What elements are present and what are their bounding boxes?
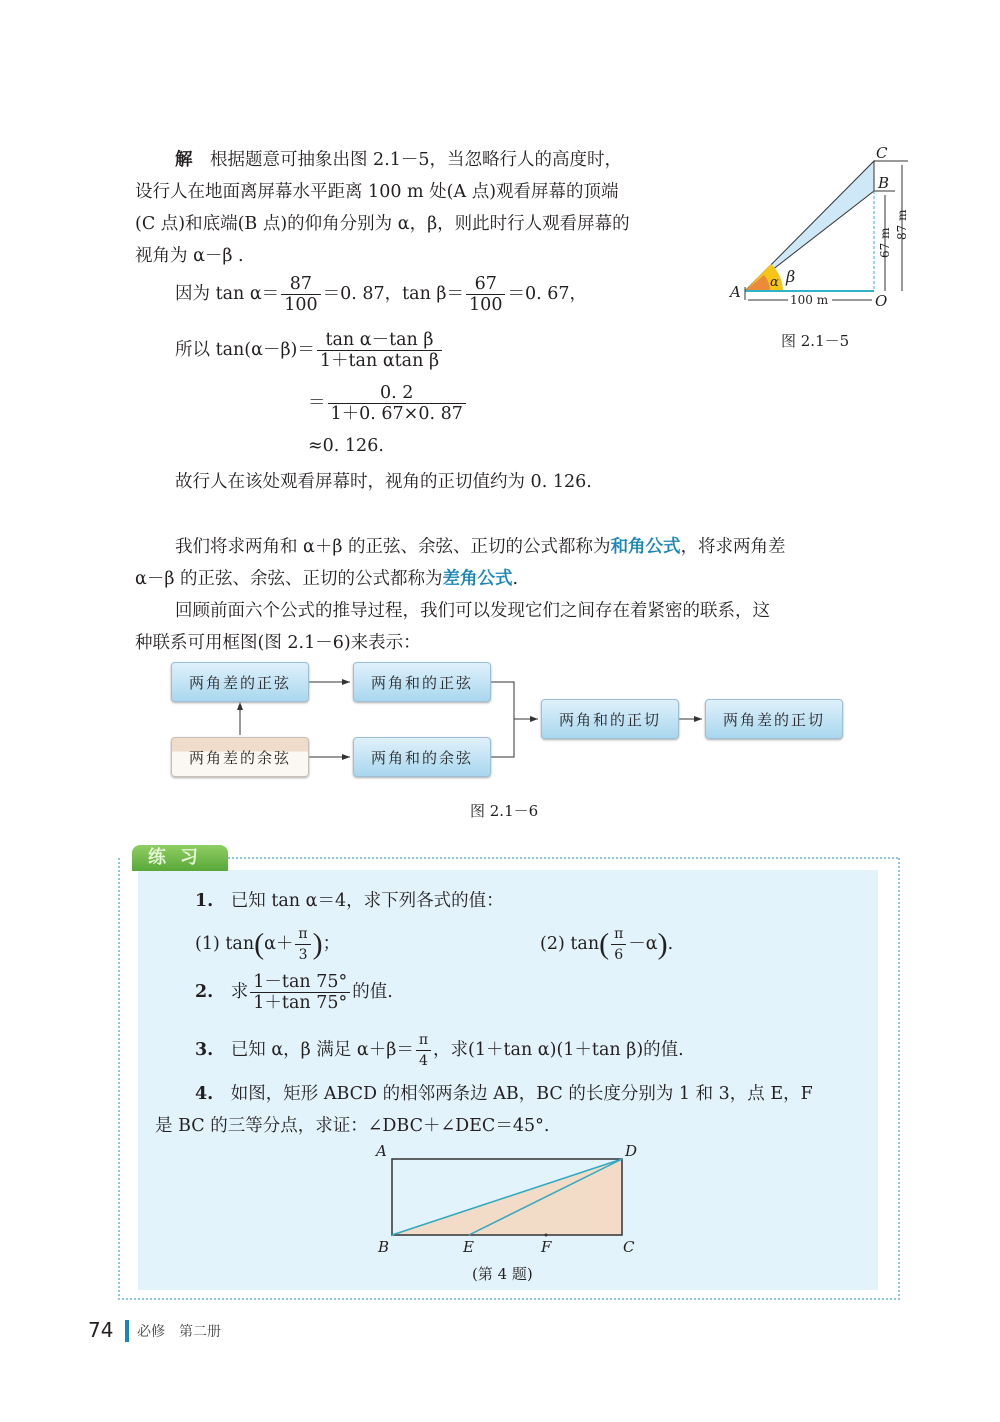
text: 求: [230, 982, 249, 1002]
label-67m: 67 m: [878, 227, 892, 258]
text: 因为 tan α＝: [175, 284, 280, 304]
text: ＝: [308, 393, 326, 413]
text: ，将求两角差: [680, 537, 786, 557]
label-A: A: [376, 1142, 387, 1160]
label-B: B: [378, 1238, 390, 1256]
label-C: C: [623, 1238, 635, 1256]
denominator: 4: [418, 1053, 428, 1069]
text: ，求(1＋tan α)(1＋tan β)的值.: [433, 1040, 684, 1060]
box-cosine-sum: 两角和的余弦: [353, 737, 491, 777]
question-number: 1.: [195, 891, 214, 911]
numerator: 1－tan 75°: [250, 972, 350, 993]
box-sine-sum: 两角和的正弦: [353, 662, 491, 702]
question-number: 2.: [195, 982, 214, 1002]
question-number: 4.: [195, 1084, 214, 1104]
numerator: π: [416, 1030, 431, 1051]
label-beta: β: [786, 267, 796, 286]
flowchart-caption: 图 2.1－6: [470, 802, 539, 820]
text: 的值.: [352, 982, 393, 1002]
label-100m: 100 m: [790, 293, 829, 307]
figure-caption: 图 2.1－5: [781, 332, 850, 350]
box-tangent-sum: 两角和的正切: [541, 699, 679, 739]
denominator: 100: [284, 295, 318, 315]
label-F: F: [541, 1238, 552, 1256]
text: 如图，矩形 ABCD 的相邻两条边 AB，BC 的长度分别为 1 和 3，点 E，F: [230, 1084, 813, 1104]
label-D: D: [625, 1142, 638, 1160]
text: ；: [322, 934, 341, 954]
footer-divider: [125, 1320, 129, 1342]
question-4-line-2: 是 BC 的三等分点，求证：∠DBC＋∠DEC＝45°.: [155, 1116, 550, 1136]
solution-line-1: [175, 146, 622, 171]
text: .: [512, 569, 519, 589]
box-sine-difference: 两角差的正弦: [171, 662, 309, 702]
paragraph-1-line-1: [175, 533, 786, 558]
question-4-line-1: [195, 1080, 813, 1105]
exercise-title: 练习: [132, 845, 228, 871]
text: α－β 的正弦、余弦、正切的公式都称为: [135, 569, 443, 589]
numerator: 87: [281, 274, 320, 295]
equation-2: [175, 330, 444, 371]
numerator: 67: [466, 274, 505, 295]
denominator: 6: [614, 947, 624, 963]
fraction: [611, 924, 626, 965]
fraction: [295, 924, 310, 965]
paragraph-2-line-1: 回顾前面六个公式的推导过程，我们可以发现它们之间存在着紧密的联系，这: [175, 601, 770, 621]
solution-line-3: (C 点)和底端(B 点)的仰角分别为 α，β，则此时行人观看屏幕的: [135, 214, 630, 234]
solution-line-4: 视角为 α－β .: [135, 246, 244, 266]
denominator: 1＋0. 67×0. 87: [330, 404, 463, 424]
text: ＝0. 87，tan β＝: [322, 284, 465, 304]
box-cosine-difference: 两角差的余弦: [171, 737, 309, 777]
fraction: [250, 972, 350, 1013]
solution-line-2: 设行人在地面离屏幕水平距离 100 m 处(A 点)观看屏幕的顶端: [135, 182, 619, 202]
text: －α: [628, 934, 658, 954]
denominator: 1＋tan αtan β: [319, 351, 440, 371]
term-sum-formula: 和角公式: [610, 537, 681, 557]
text: 已知 α，β 满足 α＋β＝: [230, 1040, 414, 1060]
question-1: [195, 887, 504, 912]
question-1-part-2: (2) tan( $\frac{\pi}{6}$ －α).: [540, 926, 674, 963]
label-A: A: [730, 283, 741, 301]
numerator: π: [295, 924, 310, 945]
label-87m: 87 m: [895, 209, 909, 240]
text: 根据题意可抽象出图 2.1－5，当忽略行人的高度时，: [210, 150, 623, 170]
fraction: [317, 330, 442, 371]
text: 已知 tan α＝4，求下列各式的值：: [230, 891, 504, 911]
label-E: E: [463, 1238, 474, 1256]
text: 所以 tan(α－β)＝: [175, 340, 315, 360]
question-2: [195, 972, 393, 1013]
label-C: C: [876, 144, 888, 162]
text: (1) tan: [195, 934, 255, 954]
conclusion: 故行人在该处观看屏幕时，视角的正切值约为 0. 126.: [175, 472, 592, 492]
numerator: tan α－tan β: [317, 330, 442, 351]
equation-4: ≈0. 126.: [308, 436, 384, 456]
equation-1: [175, 274, 587, 315]
text: 我们将求两角和 α＋β 的正弦、余弦、正切的公式都称为: [175, 537, 611, 557]
denominator: 1＋tan 75°: [253, 993, 348, 1013]
denominator: 3: [298, 947, 308, 963]
fraction: [328, 383, 466, 424]
denominator: 100: [469, 295, 503, 315]
question-3: [195, 1030, 684, 1071]
fraction: [416, 1030, 431, 1071]
fraction: [466, 274, 505, 315]
numerator: 0. 2: [328, 383, 466, 404]
page-number: 74: [88, 1318, 114, 1342]
label-B: B: [878, 174, 890, 192]
fraction: [281, 274, 320, 315]
flowchart-connectors: [0, 650, 1000, 790]
figure-caption: (第 4 题): [472, 1265, 533, 1283]
exercise-divider: [228, 857, 898, 859]
text: (2) tan: [540, 934, 600, 954]
numerator: π: [611, 924, 626, 945]
question-1-part-1: (1) tan(α＋ $\frac{\pi}{3}$ )；: [195, 926, 341, 963]
figure-angle-of-view: [720, 140, 920, 310]
paragraph-1-line-2: [135, 565, 518, 590]
text: α＋: [264, 934, 294, 954]
paragraph-2-line-2: 种联系可用框图(图 2.1－6)来表示：: [135, 633, 421, 653]
label-alpha: α: [770, 275, 779, 290]
figure-rectangle-abcd: [360, 1140, 650, 1260]
solution-label: 解: [175, 150, 193, 170]
question-number: 3.: [195, 1040, 214, 1060]
term-difference-formula: 差角公式: [442, 569, 513, 589]
label-O: O: [875, 292, 888, 310]
text: .: [667, 934, 674, 954]
book-title: 必修 第二册: [137, 1324, 221, 1340]
equation-3: [308, 383, 468, 424]
box-tangent-difference: 两角差的正切: [705, 699, 843, 739]
text: ＝0. 67，: [507, 284, 587, 304]
